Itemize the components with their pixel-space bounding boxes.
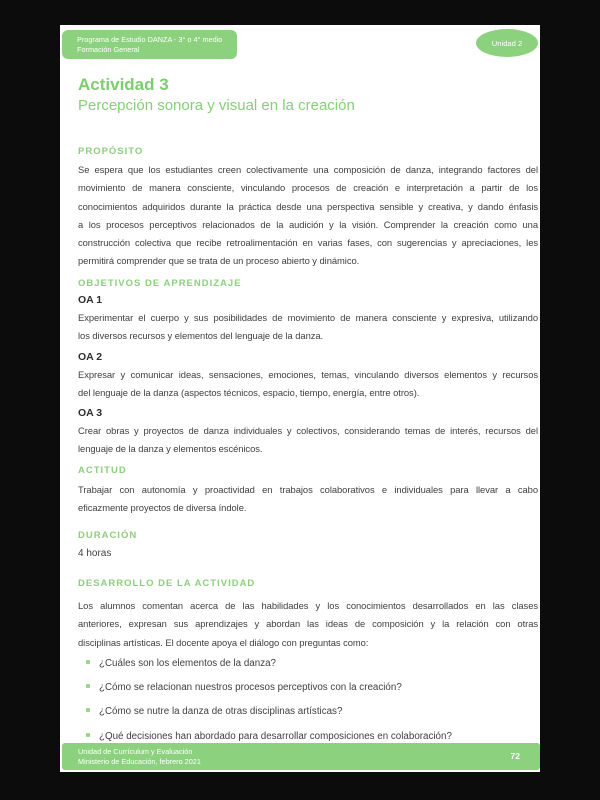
question-item — [78, 700, 538, 724]
section-objetivos-heading — [78, 278, 538, 290]
bullet-icon — [86, 660, 90, 664]
bullet-icon — [86, 733, 90, 737]
unit-badge — [476, 29, 538, 57]
oa2-label: OA 2 — [78, 351, 103, 363]
oa2-paragraph — [78, 366, 538, 403]
document-page — [60, 25, 540, 772]
oa1-label-row — [78, 293, 538, 307]
oa3-paragraph — [78, 422, 538, 459]
paragraph-line: Crear obras y proyectos de danza individuales y colectivos, considerando temas de interés, recursos del — [78, 425, 538, 436]
question-item — [78, 676, 538, 700]
question-text: ¿Qué decisiones han abordado para desarrollar composiciones en colaboración? — [99, 730, 452, 742]
desarrollo-heading: DESARROLLO DE LA ACTIVIDAD — [78, 578, 256, 589]
paragraph-line: Los alumnos comentan acerca de las habilidades y los conocimientos desarrollados en las clases — [78, 600, 538, 611]
actitud-paragraph — [78, 481, 538, 518]
program-header-badge — [62, 30, 237, 59]
bullet-icon — [86, 708, 90, 712]
paragraph-line: conocimientos adquiridos durante la práctica desde una perspectiva sensible y creativa, y dando énfasis — [78, 200, 538, 212]
bullet-icon — [86, 684, 90, 688]
page-number: 72 — [510, 751, 520, 761]
question-item — [78, 652, 538, 676]
paragraph-line: del lenguaje de la danza (aspectos técnicos, espacio, tiempo, energía, entre otros). — [78, 387, 420, 399]
objetivos-heading: OBJETIVOS DE APRENDIZAJE — [78, 278, 242, 289]
oa2-label-row — [78, 350, 538, 364]
paragraph-line: anteriores, expresan sus aprendizajes y abordan las ideas de composición y la relación con otras — [78, 618, 538, 630]
activity-subtitle: Percepción sonora y visual en la creación — [78, 97, 355, 114]
paragraph-line: permitirá comprender que se trata de un proceso abierto y dinámico. — [78, 255, 360, 267]
oa1-label: OA 1 — [78, 294, 103, 306]
paragraph-line: Experimentar el cuerpo y sus posibilidades de movimiento de manera consciente y expresiva, utilizando — [78, 312, 538, 323]
oa1-paragraph — [78, 309, 538, 346]
question-list — [78, 652, 538, 749]
unit-badge-label: Unidad 2 — [491, 38, 523, 48]
section-desarrollo-heading — [78, 578, 538, 590]
footer-ministry: Ministerio de Educación, febrero 2021 — [78, 756, 201, 766]
paragraph-line: los diversos recursos y elementos del lenguaje de la danza. — [78, 330, 324, 342]
actitud-heading: ACTITUD — [78, 465, 127, 476]
footer-credits — [78, 747, 201, 766]
paragraph-line: construcción colectiva que recibe retroalimentación en varias fases, con sugerencias y apreciaciones, les — [78, 237, 538, 249]
proposito-heading: PROPÓSITO — [78, 146, 144, 157]
duracion-value-row — [78, 547, 538, 561]
activity-title-block — [78, 74, 538, 117]
question-text: ¿Cómo se relacionan nuestros procesos perceptivos con la creación? — [99, 682, 402, 694]
question-text: ¿Cuáles son los elementos de la danza? — [99, 658, 276, 669]
footer-bar — [62, 743, 540, 770]
section-duracion-heading — [78, 530, 538, 542]
paragraph-line: movimiento de manera consciente, vinculando procesos de creación e interpretación a partir de los — [78, 182, 538, 194]
paragraph-line: Trabajar con autonomía y proactividad en trabajos colaborativos e individuales para llevar a cabo — [78, 484, 538, 495]
paragraph-line: disciplinas artísticas. El docente apoya el diálogo con preguntas como: — [78, 636, 369, 648]
program-track: Formación General — [77, 45, 140, 54]
section-proposito-heading — [78, 146, 538, 158]
program-name: Programa de Estudio DANZA - 3° o 4° medio — [77, 35, 223, 44]
section-actitud-heading — [78, 465, 538, 477]
paragraph-line: lenguaje de la danza y elementos escénicos. — [78, 443, 263, 455]
paragraph-line: Expresar y comunicar ideas, sensaciones, emociones, temas, vinculando diversos elementos y recursos — [78, 369, 538, 380]
paragraph-line: a los procesos perceptivos relacionados de la audición y la visión. Comprender la creación como una — [78, 218, 538, 230]
proposito-paragraph — [78, 161, 538, 271]
footer-unit: Unidad de Currículum y Evaluación — [78, 747, 193, 756]
paragraph-line: Se espera que los estudiantes creen colectivamente una composición de danza, integrando factores del — [78, 164, 538, 175]
paragraph-line: eficazmente proyectos de diversa índole. — [78, 502, 247, 514]
desarrollo-paragraph — [78, 597, 538, 652]
oa3-label-row — [78, 406, 538, 420]
oa3-label: OA 3 — [78, 407, 103, 419]
activity-title: Actividad 3 — [78, 75, 169, 94]
duracion-heading: DURACIÓN — [78, 530, 138, 541]
duracion-value: 4 horas — [78, 548, 112, 559]
question-text: ¿Cómo se nutre la danza de otras disciplinas artísticas? — [99, 706, 343, 718]
